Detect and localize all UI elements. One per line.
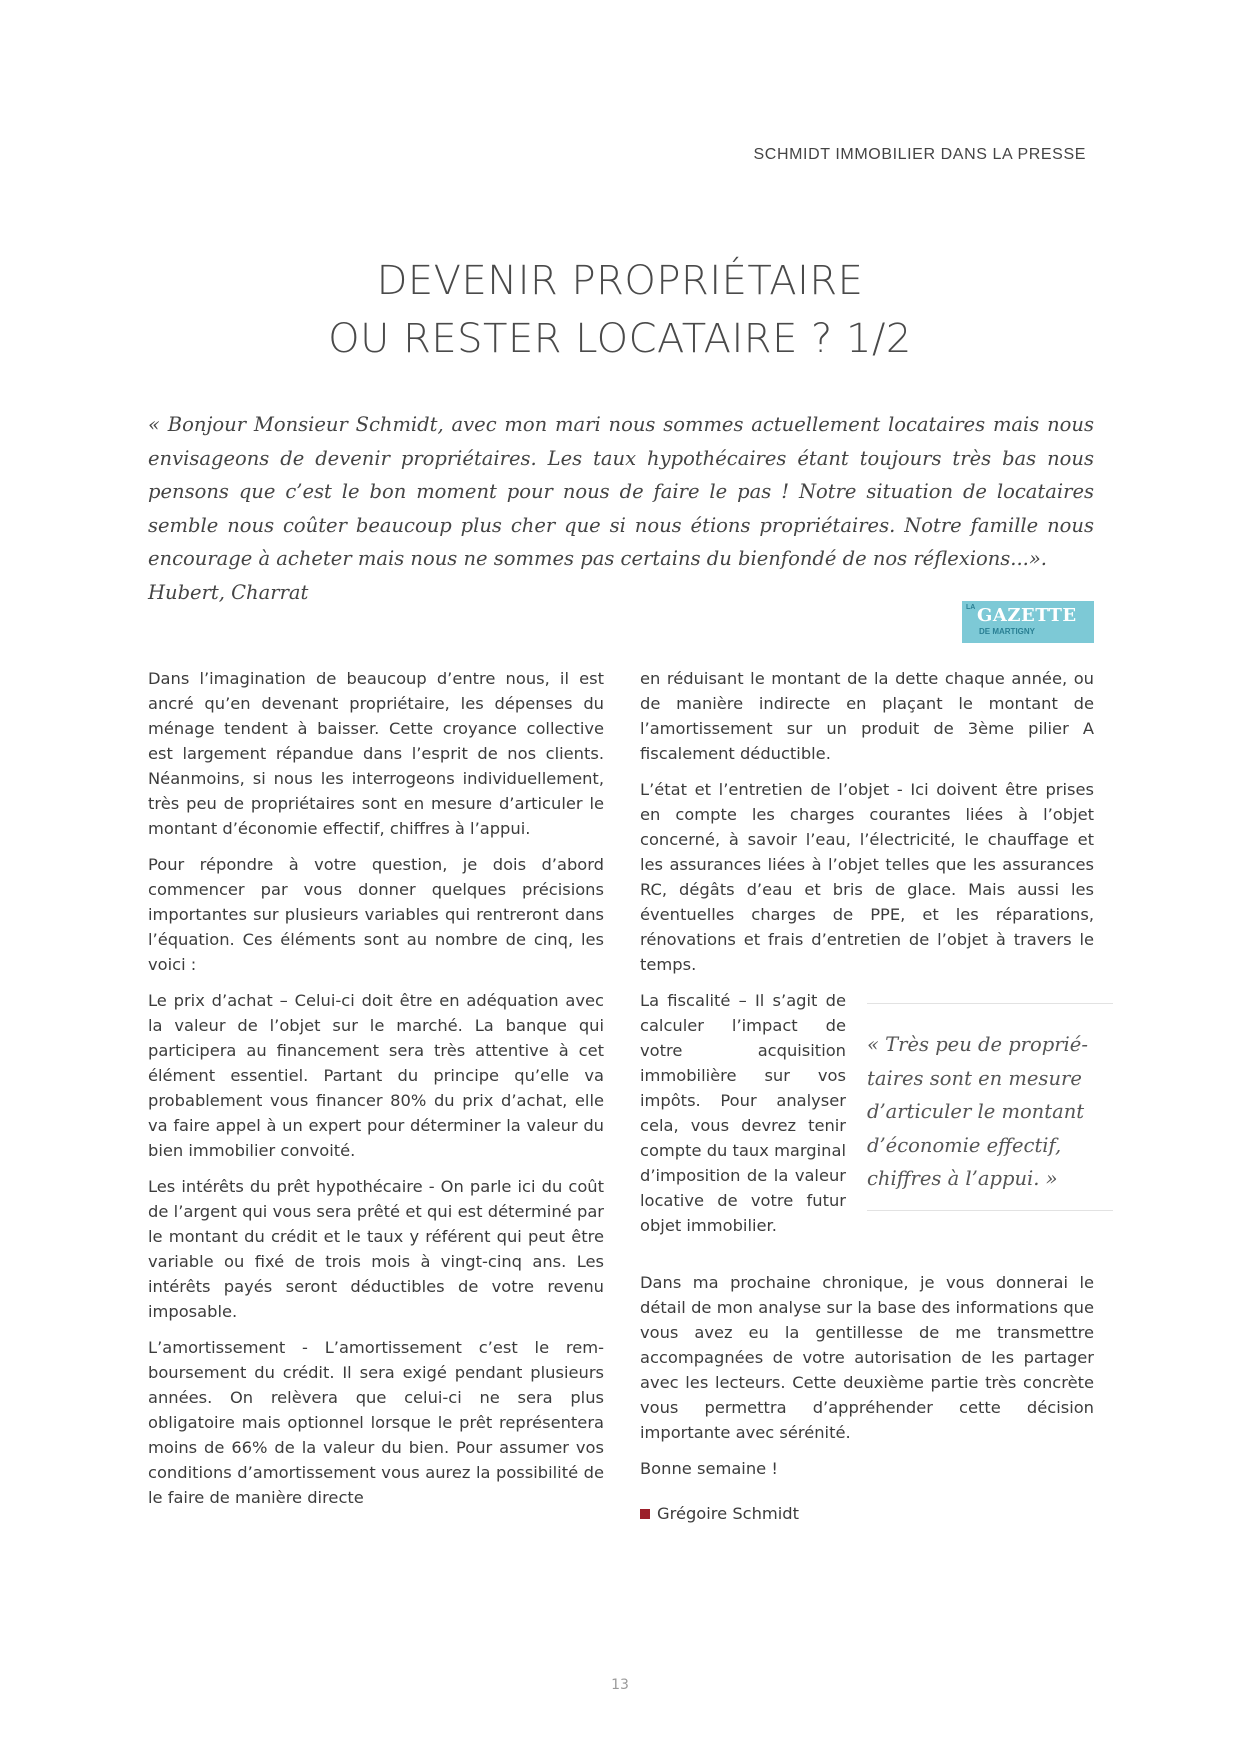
paragraph: en réduisant le montant de la dette chaque année, ou de manière indirecte en plaçant le montant de l’amortissement sur un produit de 3ème pilier A fiscalement déductible. [640,669,1094,763]
letter-text: « Bonjour Monsieur Schmidt, avec mon mari nous sommes actuellement locataires mais nous envisageons de devenir propriétaires. Les taux hypothécaires étant toujours très bas nous pensons que c’est le bon moment pour nous de faire le pas ! Notre situation de locataires semble nous coûter beaucoup plus cher que si nous étions propriétaires. Notre famille nous encourage à acheter mais nous ne sommes pas certains du bienfondé de nos réflexions...». [148,413,1094,570]
pull-quote-text: « Très peu de propriétaires sont en mesure d’articuler le montant d’économie effectif, chiffres à l’appui. » [867,1033,1088,1190]
paragraph: Le prix d’achat – Celui-ci doit être en adéquation avec la valeur de l’objet sur le marché. La banque qui participera au financement sera très attentive à cet élément essentiel. Partant du principe qu’elle va probablement vous financer 80% du prix d’achat, elle va faire appel à un expert pour déterminer la valeur du bien immobilier convoité. [148,991,604,1160]
paragraph: Dans ma prochaine chronique, je vous donnerai le détail de mon analyse sur la base des informations que vous avez eu la gentillesse de me transmettre accompagnées de votre autorisation de les partager avec les lecteurs. Cette deuxième partie très concrète vous permettra d’appréhender cette décision importante avec sérénité. [640,1273,1094,1442]
logo-main-text: GAZETTE [977,605,1077,626]
letter-signature: Hubert, Charrat [148,580,309,604]
paragraph: Bonne semaine ! [640,1459,778,1478]
paragraph: Pour répondre à votre question, je dois d’abord commencer par vous donner quelques précisions importantes sur plusieurs variables qui rentreront dans l’équation. Ces éléments sont au nombre de cinq, les voici : [148,855,604,974]
paragraph: La fiscalité – Il s’agit de calculer l’impact de votre acquisition immobilière sur vos impôts. Pour analyser cela, vous devrez tenir compte du taux marginal d’imposition de la valeur locative de votre futur objet immobilier. [640,991,846,1235]
body-column-left [148,666,604,1521]
paragraph: Les intérêts du prêt hypothécaire - On parle ici du coût de l’argent qui vous sera prêté et qui est déterminé par le montant du crédit et le taux y référent qui peut être variable ou fixé de trois mois à vingt-cinq ans. Les intérêts payés seront déductibles de votre revenu imposable. [148,1177,604,1321]
paragraph: L’amortissement - L’amortissement c’est le remboursement du crédit. Il sera exigé pendant plusieurs années. On relèvera que celui-ci ne sera plus obligatoire mais optionnel lorsque le prêt représentera moins de 66% de la valeur du bien. Pour assumer vos conditions d’amortissement vous aurez la possibilité de le faire de manière directe [148,1338,604,1507]
gazette-logo [962,601,1094,643]
section-header: SCHMIDT IMMOBILIER DANS LA PRESSE [753,146,1086,163]
logo-small-text: LA [966,604,976,611]
reader-letter [148,408,1094,609]
body-column-right [640,666,1094,1526]
article-title [0,252,1240,368]
author-byline [640,1501,1094,1526]
logo-sub-text: DE MARTIGNY [979,627,1035,636]
author-name: Grégoire Schmidt [657,1504,800,1523]
paragraph: Dans l’imagination de beaucoup d’entre nous, il est ancré qu’en devenant propriétaire, les dépenses du ménage tendent à baisser. Cette croyance collective est largement répandue dans l’esprit de nos clients. Néanmoins, si nous les interrogeons individuellement, très peu de propriétaires sont en mesure d’articuler le montant d’économie effectif, chiffres à l’appui. [148,669,604,838]
square-marker-icon [640,1509,650,1519]
title-line-1: DEVENIR PROPRIÉTAIRE [376,258,864,304]
fiscalite-block [640,988,1094,1259]
paragraph: L’état et l’entretien de l’objet - Ici doivent être prises en compte les charges courantes liées à l’objet concerné, à savoir l’eau, l’électricité, le chauffage et les assurances liées à l’objet telles que les assurances RC, dégâts d’eau et bris de glace. Mais aussi les éventuelles charges de PPE, et les réparations, rénovations et frais d’entretien de l’objet à travers le temps. [640,780,1094,974]
title-line-2: OU RESTER LOCATAIRE ? 1/2 [328,316,912,362]
pull-quote [867,1003,1113,1211]
page-number: 13 [611,1677,629,1693]
